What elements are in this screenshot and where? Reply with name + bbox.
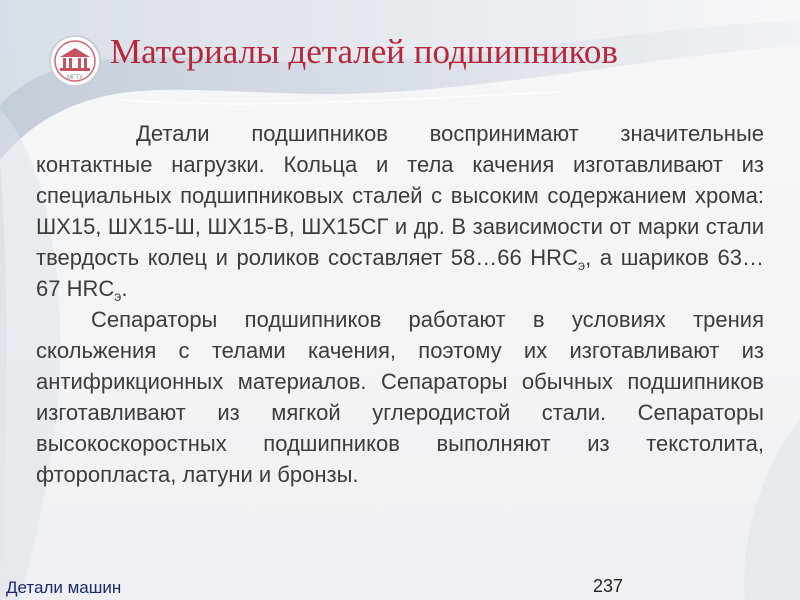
paragraph-bearing-parts — [36, 118, 764, 304]
paragraph1-text: Детали подшипников воспринимают значительные контактные нагрузки. Кольца и тела качения изготавливают из специальных подшипниковых сталей с высоким содержанием хрома: ШХ15, ШХ15-Ш, ШХ15-В, ШХ15СГ и др. В зависимости от марки стали твердость колец и роликов составляет 58…66 HRC — [36, 121, 764, 270]
university-building-logo-icon — [48, 34, 102, 88]
page-number: 237 — [593, 576, 624, 596]
logo-text: МГТУ — [67, 75, 83, 81]
paragraph1-balls-text: , а шариков 63…67 HRC — [36, 245, 765, 301]
slide-title: Материалы деталей подшипников — [110, 32, 618, 71]
paragraph1-end: . — [121, 276, 128, 301]
slide-body — [36, 118, 764, 490]
paragraph-separators: Сепараторы подшипников работают в условиях трения скольжения с телами качения, поэтому их изготавливают из антифрикционных материалов. Сепараторы обычных подшипников изготавливают из мягкой углеродистой стали. Сепараторы высокоскоростных подшипников выполняют из текстолита, фторопласта, латуни и бронзы. — [36, 307, 764, 487]
hardness-subscript-rings: э — [577, 257, 586, 273]
footer-course-name: Детали машин — [6, 578, 122, 597]
hardness-subscript-balls: э — [114, 288, 122, 304]
